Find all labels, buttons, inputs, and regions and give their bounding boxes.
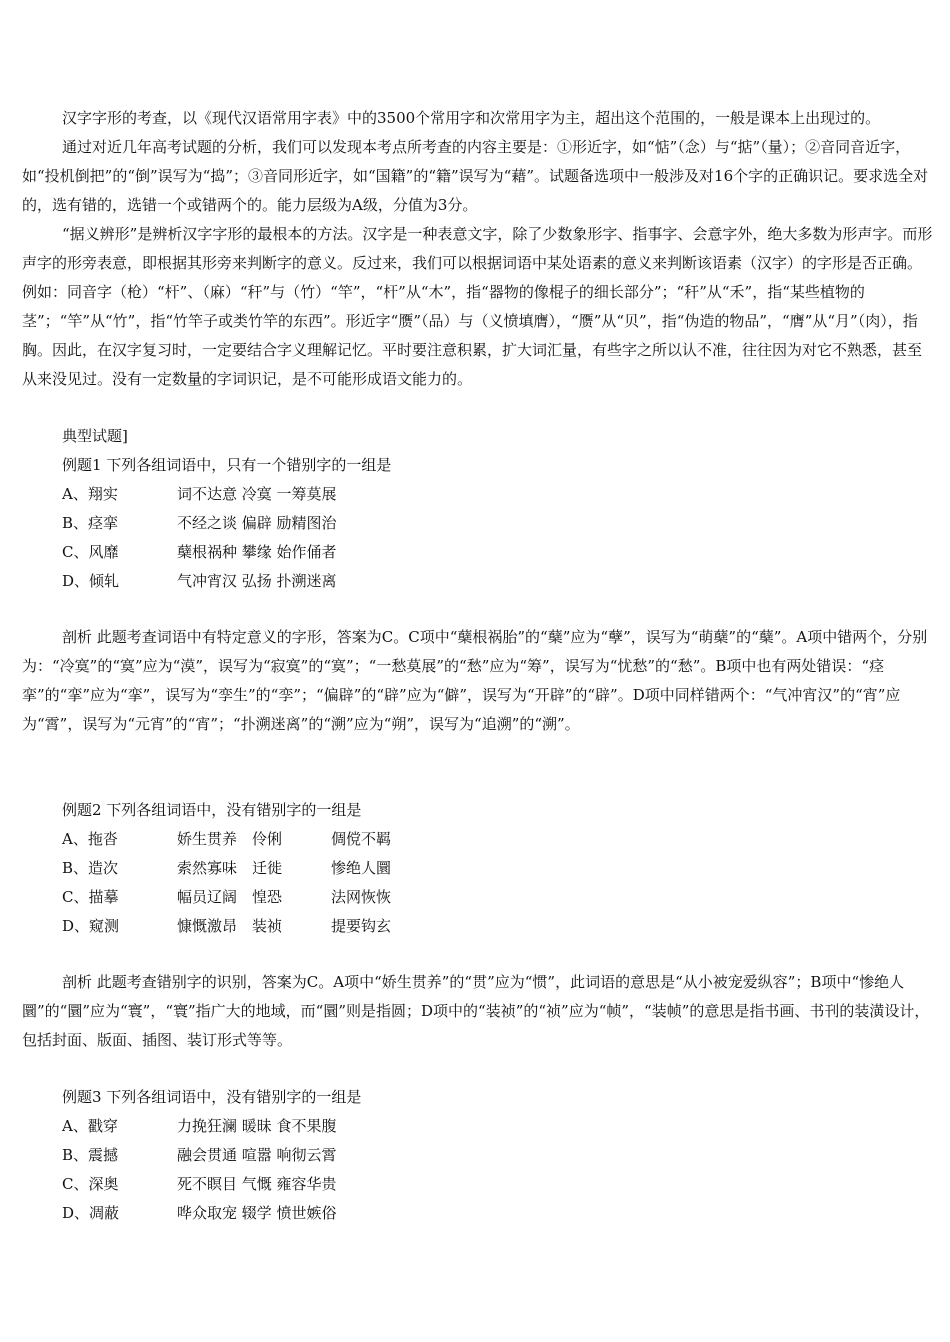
option-word-2: 伶俐 (252, 830, 283, 848)
option-word-1: 慷慨激昂 (177, 917, 238, 935)
option-words: 哗众取宠 辍学 愤世嫉俗 (177, 1204, 337, 1222)
option-label: D、倾轧 (62, 572, 120, 590)
example-1-question: 例题1 下列各组词语中，只有一个错别字的一组是 (62, 456, 392, 474)
option-word-3: 惨绝人圜 (331, 859, 392, 877)
example-2-question: 例题2 下列各组词语中，没有错别字的一组是 (62, 801, 362, 819)
option-word-1: 娇生贯养 (177, 830, 238, 848)
example-1-analysis: 剖析 此题考查词语中有特定意义的字形，答案为C。C项中“蘖根祸胎”的“蘖”应为“孽”，误写为“萌蘖”的“蘖”。A项中错两个，分别为：“冷寞”的“寞”应为“漠”，误写为“寂寞”的“寞”；“一愁莫展”的“愁”应为“筹”，误写为“忧愁”的“愁”。B项中也有两处错误：“痉挛”的“挛”应为“挛”，误写为“孪生”的“孪”；“偏辟”的“辟”应为“僻”，误写为“开辟”的“辟”。D项中同样错两个：“气冲宵汉”的“宵”应为“霄”，误写为“元宵”的“宵”；“扑溯迷离”的“溯”应为“朔”，误写为“追溯”的“溯”。 (22, 628, 928, 733)
example-3-question: 例题3 下列各组词语中，没有错别字的一组是 (62, 1088, 362, 1106)
option-word-1: 索然寡味 (177, 859, 238, 877)
intro-paragraph-1: 汉字字形的考查，以《现代汉语常用字表》中的3500个常用字和次常用字为主，超出这个范围的，一般是课本上出现过的。 (62, 109, 881, 127)
option-words: 词不达意 冷寞 一筹莫展 (177, 485, 337, 503)
option-words: 力挽狂澜 暖昧 食不果腹 (177, 1117, 337, 1135)
intro-paragraph-3: “据义辨形”是辨析汉字字形的最根本的方法。汉字是一种表意文字，除了少数象形字、指事字、会意字外，绝大多数为形声字。而形声字的形旁表意，即根据其形旁来判断字的意义。反过来，我们可以根据词语中某处语素的意义来判断该语素（汉字）的字形是否正确。例如：同音字（枪）“杆”、（麻）“秆”与（竹）“竿”，“杆”从“木”，指“器物的像棍子的细长部分”；“秆”从“禾”，指“某些植物的茎”；“竿”从“竹”，指“竹竿子或类竹竿的东西”。形近字“赝”（品）与（义愤填膺），“赝”从“贝”，指“伪造的物品”，“膺”从“月”（肉），指胸。因此，在汉字复习时，一定要结合字义理解记忆。平时要注意积累，扩大词汇量，有些字之所以认不准，往往因为对它不熟悉，甚至从来没见过。没有一定数量的字词识记，是不可能形成语文能力的。 (22, 225, 933, 388)
intro-paragraph-2: 通过对近几年高考试题的分析，我们可以发现本考点所考查的内容主要是：①形近字，如“惦”（念）与“掂”（量）；②音同音近字，如“投机倒把”的“倒”误写为“捣”；③音同形近字，如“国籍”的“籍”误写为“藉”。试题备选项中一般涉及对16个字的正确识记。要求选全对的，选有错的，选错一个或错两个的。能力层级为A级，分值为3分。 (22, 138, 929, 214)
option-word-1: 幅员辽阔 (177, 888, 238, 906)
option-word-2: 装祯 (252, 917, 283, 935)
option-word-2: 迁徙 (252, 859, 283, 877)
option-words: 融会贯通 喧嚣 响彻云霄 (177, 1146, 337, 1164)
option-label: C、描摹 (62, 888, 119, 906)
option-label: D、凋蔽 (62, 1204, 120, 1222)
option-label: B、造次 (62, 859, 119, 877)
option-words: 死不瞑目 气慨 雍容华贵 (177, 1175, 337, 1193)
option-word-3: 法网恢恢 (331, 888, 392, 906)
option-words: 不经之谈 偏辟 励精图治 (177, 514, 337, 532)
option-words: 气冲宵汉 弘扬 扑溯迷离 (177, 572, 337, 590)
option-word-2: 惶恐 (252, 888, 283, 906)
option-words: 蘖根祸种 攀缘 始作俑者 (177, 543, 337, 561)
option-label: A、翔实 (62, 485, 118, 503)
option-label: A、戳穿 (62, 1117, 118, 1135)
option-label: B、痉挛 (62, 514, 119, 532)
option-word-3: 提要钩玄 (331, 917, 392, 935)
option-word-3: 倜傥不羁 (331, 830, 392, 848)
option-label: B、震撼 (62, 1146, 119, 1164)
option-label: D、窥测 (62, 917, 120, 935)
option-label: A、拖沓 (62, 830, 118, 848)
option-label: C、风靡 (62, 543, 119, 561)
example-2-analysis: 剖析 此题考查错别字的识别，答案为C。A项中“娇生贯养”的“贯”应为“惯”，此词语的意思是“从小被宠爱纵容”；B项中“惨绝人圜”的“圜”应为“寰”，“寰”指广大的地域，而“圜”则是指圆；D项中的“装祯”的“祯”应为“帧”，“装帧”的意思是指书画、书刊的装潢设计，包括封面、版面、插图、装订形式等等。 (22, 973, 930, 1049)
section-heading: 典型试题] (62, 427, 128, 445)
option-label: C、深奥 (62, 1175, 119, 1193)
